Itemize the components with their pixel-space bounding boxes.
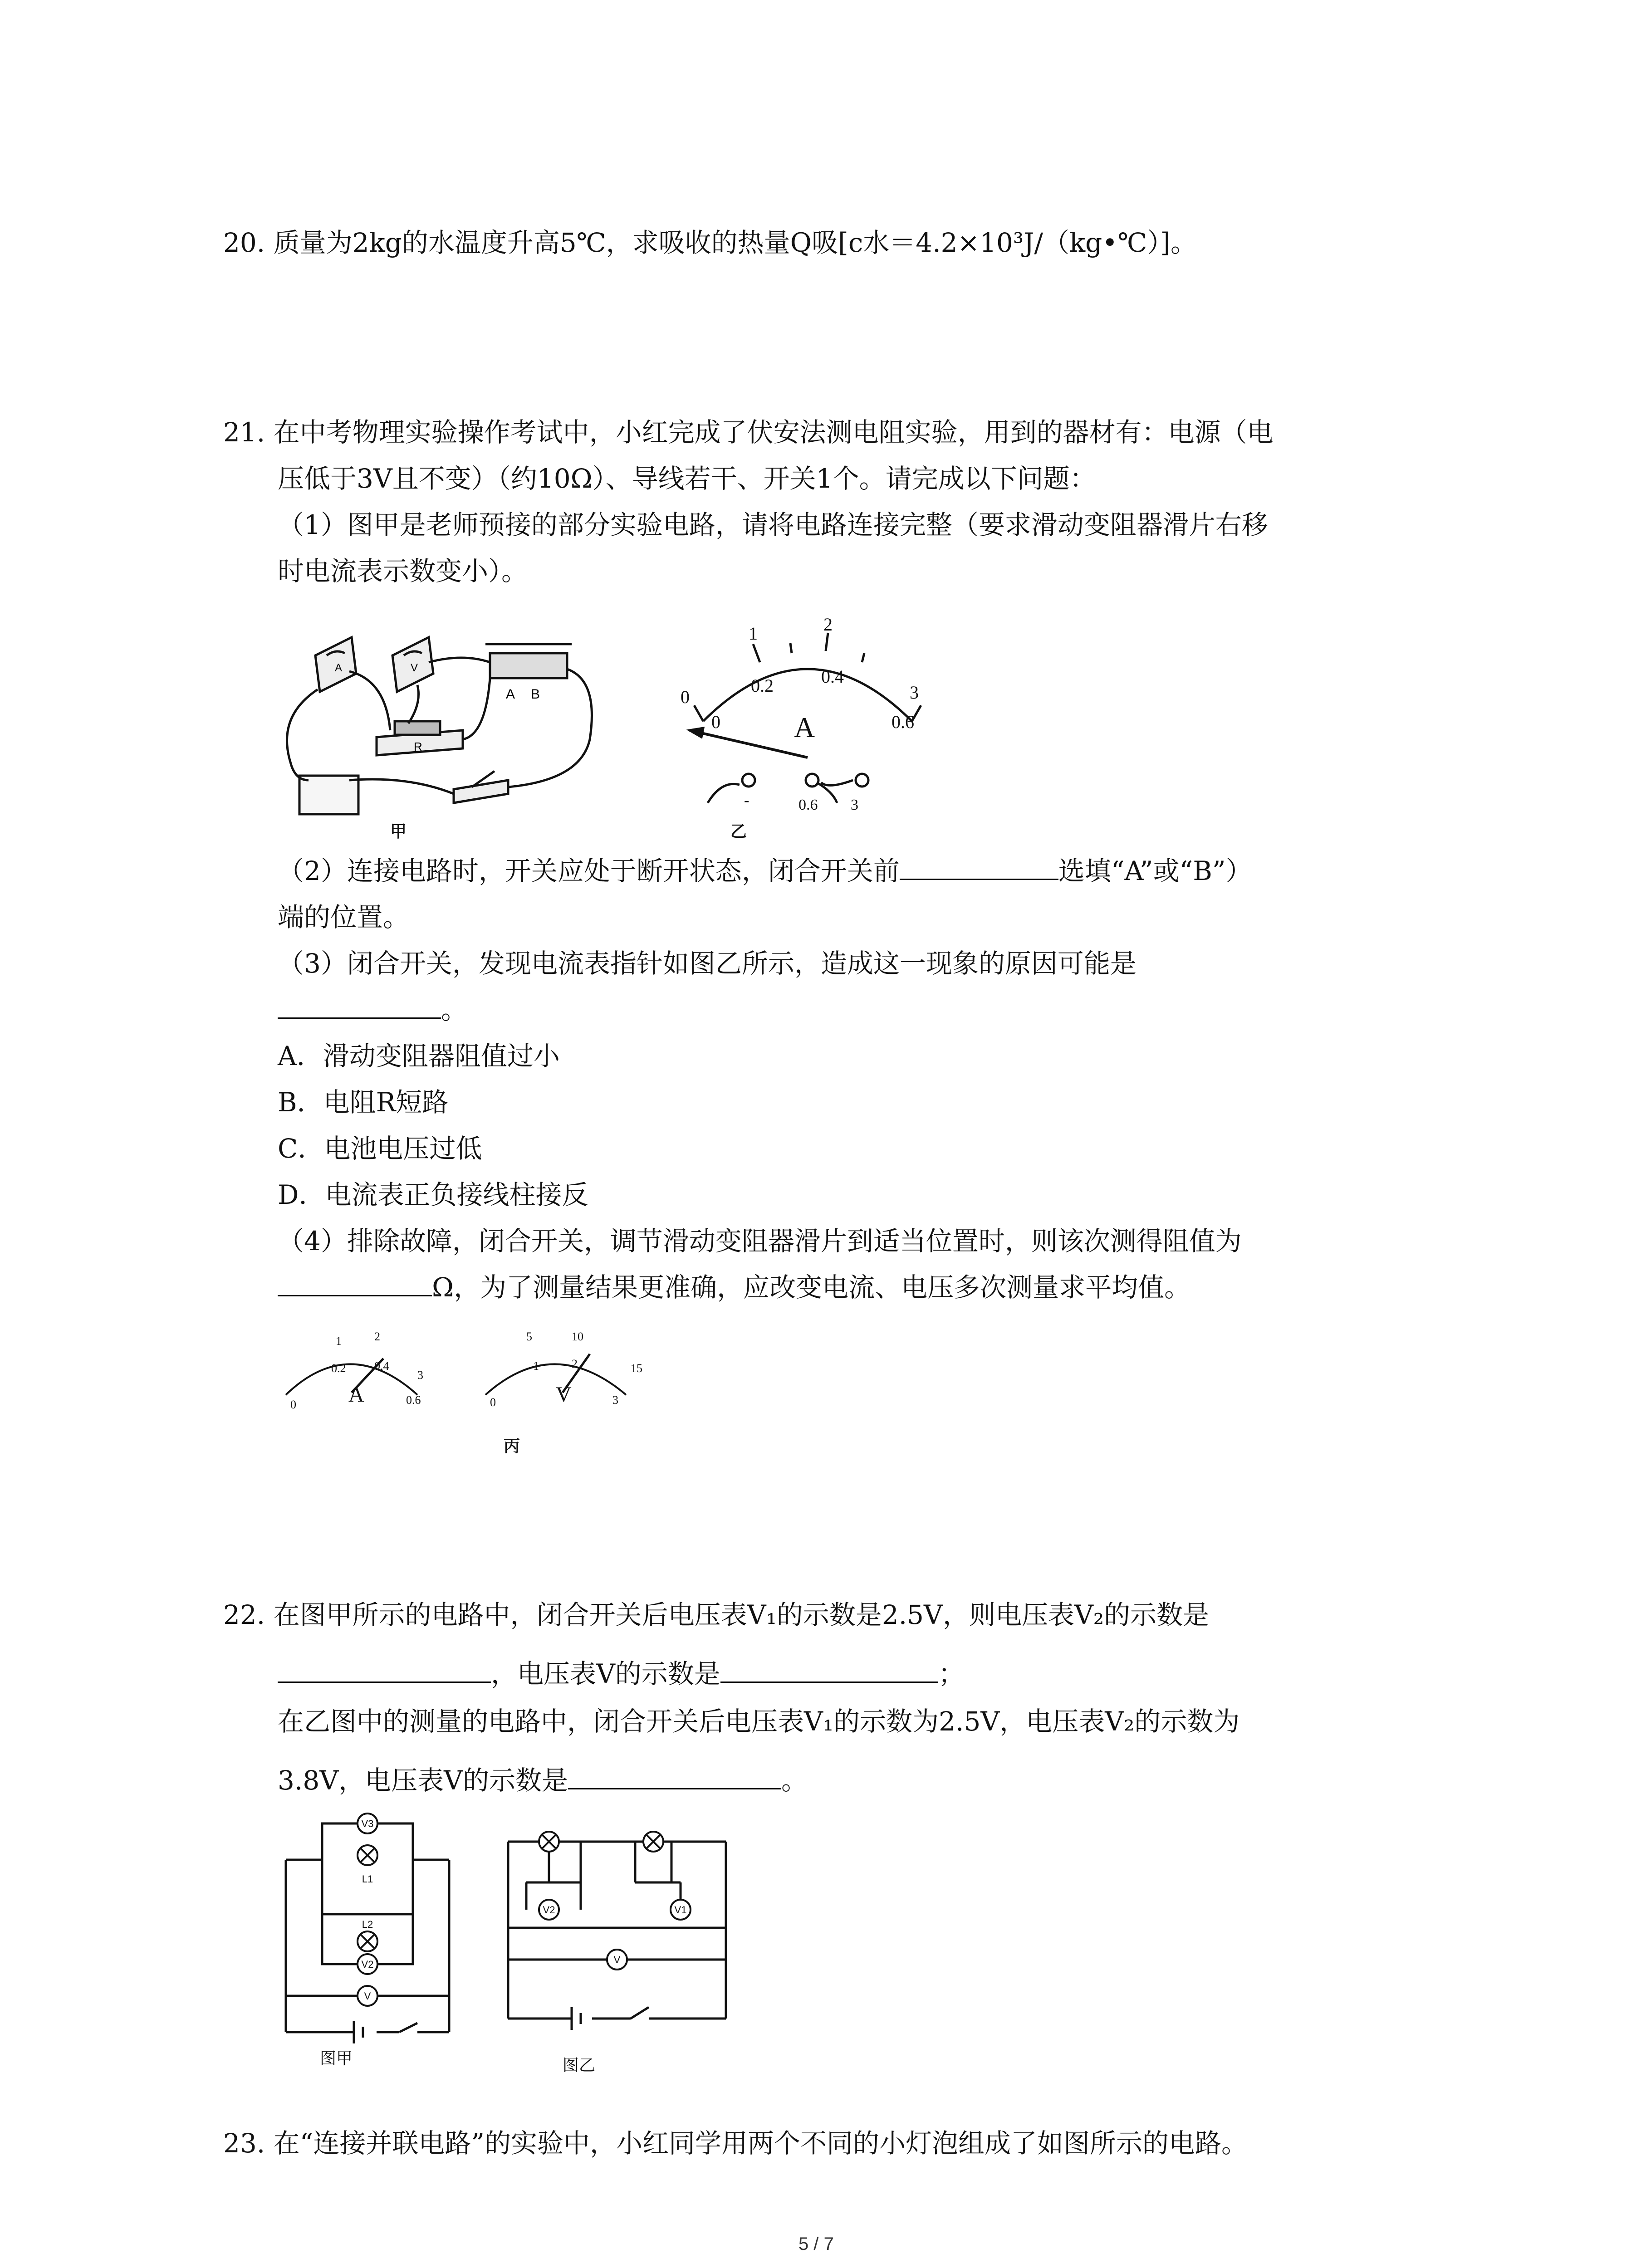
jia-l1: L1 [362, 1873, 373, 1885]
question-21-part2-line2: 端的位置。 [278, 902, 410, 933]
yi-terminal-3: 3 [851, 797, 858, 813]
yi-top-2: 2 [823, 614, 833, 635]
option-c: C．电池电压过低 [278, 1133, 482, 1164]
bing-v-unit: V [556, 1383, 572, 1407]
figure-21-jia-label: 甲 [390, 822, 407, 841]
rheostat-a-mark: A [506, 687, 515, 702]
question-20: 20. 质量为2kg的水温度升高5℃，求吸收的热量Q吸[c水＝4.2×10³J/（kg•℃）]。 [223, 227, 1197, 258]
question-21-part3: （3）闭合开关，发现电流表指针如图乙所示，造成这一现象的原因可能是 [278, 948, 1136, 979]
question-21-part1-line1: （1）图甲是老师预接的部分实验电路，请将电路连接完整（要求滑动变阻器滑片右移 [278, 509, 1268, 540]
yi-bottom-04: 0.4 [821, 666, 844, 687]
bing-a-bot-02: 0.2 [331, 1362, 346, 1375]
resistor-mark: R [414, 740, 422, 753]
jia-v3: V3 [361, 1818, 374, 1829]
question-21-line2: 压低于3V且不变）（约10Ω）、导线若干、开关1个。请完成以下问题： [278, 463, 1096, 494]
yi-v2: V2 [543, 1904, 555, 1916]
bing-v-bot-2: 2 [572, 1357, 578, 1370]
yi-v1: V1 [674, 1904, 687, 1916]
bing-v-top-10: 10 [572, 1330, 583, 1343]
jia-l2: L2 [362, 1919, 373, 1930]
yi-top-3: 3 [910, 682, 919, 703]
jia-v2: V2 [361, 1959, 374, 1970]
figure-21-bing-label: 丙 [504, 1437, 520, 1456]
bing-a-top-1: 1 [336, 1334, 342, 1348]
bing-a-bot-0: 0 [290, 1398, 296, 1411]
yi-top-0: 0 [681, 687, 690, 707]
yi-v: V [613, 1954, 621, 1965]
bing-v-top-5: 5 [526, 1330, 532, 1343]
option-b: B．电阻R短路 [278, 1087, 449, 1118]
question-22-line2: ，电压表V的示数是 ； [278, 1658, 965, 1690]
figure-21-yi [671, 590, 953, 826]
question-21-part4-line1: （4）排除故障，闭合开关，调节滑动变阻器滑片到适当位置时，则该次测得阻值为 [278, 1226, 1242, 1256]
yi-bottom-06: 0.6 [892, 712, 914, 732]
answer-blank-21-2[interactable] [900, 855, 1058, 880]
bing-v-bot-0: 0 [490, 1396, 496, 1409]
yi-top-1: 1 [749, 623, 758, 644]
bing-a-top-2: 2 [374, 1330, 380, 1343]
question-21-part3-answer: 。 [278, 994, 467, 1026]
yi-bottom-02: 0.2 [751, 675, 774, 696]
figure-22-yi [499, 1823, 753, 2041]
bing-a-bot-04: 0.4 [374, 1359, 389, 1373]
answer-blank-22-2[interactable] [720, 1658, 938, 1683]
page-number: 5 / 7 [798, 2234, 834, 2254]
figure-22-jia [272, 1805, 490, 2059]
bing-a-top-3: 3 [417, 1369, 423, 1382]
question-21-part2-line1: （2）连接电路时，开关应处于断开状态，闭合开关前 选填“A”或“B”） [278, 855, 1252, 886]
bing-a-unit: A [348, 1383, 364, 1407]
bing-v-bot-3: 3 [612, 1393, 618, 1407]
figure-22-yi-label: 图乙 [563, 2056, 596, 2075]
option-d: D．电流表正负接线柱接反 [278, 1179, 588, 1210]
question-22-line3: 在乙图中的测量的电路中，闭合开关后电压表V₁的示数为2.5V，电压表V₂的示数为 [278, 1706, 1240, 1737]
yi-terminal-06: 0.6 [798, 797, 818, 813]
yi-terminal-neg: - [744, 792, 749, 809]
yi-unit: A [794, 711, 815, 743]
question-21-part1-line2: 时电流表示数变小）。 [278, 556, 528, 587]
question-21-part4-line2: Ω，为了测量结果更准确，应改变电流、电压多次测量求平均值。 [278, 1271, 1190, 1303]
yi-needle-zero: 0 [711, 712, 720, 732]
question-22-line4: 3.8V，电压表V的示数是 。 [278, 1765, 808, 1796]
answer-blank-22-3[interactable] [568, 1765, 781, 1789]
bing-v-bot-1: 1 [533, 1359, 539, 1373]
answer-blank-21-3[interactable] [278, 994, 441, 1019]
bing-a-bot-06: 0.6 [406, 1393, 421, 1407]
question-22-line1: 22. 在图甲所示的电路中，闭合开关后电压表V₁的示数是2.5V，则电压表V₂的示数是 [223, 1599, 1210, 1630]
figure-21-jia [272, 626, 617, 853]
bing-v-top-15: 15 [631, 1362, 642, 1375]
answer-blank-22-1[interactable] [278, 1658, 491, 1683]
jia-v: V [364, 1990, 371, 2002]
figure-21-yi-label: 乙 [730, 822, 747, 841]
answer-blank-21-4[interactable] [278, 1271, 432, 1296]
question-21-line1: 21. 在中考物理实验操作考试中，小红完成了伏安法测电阻实验，用到的器材有：电源（电 [223, 417, 1274, 448]
rheostat-b-mark: B [531, 687, 540, 702]
voltmeter-mark: V [411, 662, 418, 674]
option-a: A．滑动变阻器阻值过小 [278, 1041, 560, 1071]
figure-22-jia-label: 图甲 [320, 2049, 353, 2068]
question-23: 23. 在“连接并联电路”的实验中，小红同学用两个不同的小灯泡组成了如图所示的电路。 [223, 2128, 1248, 2159]
ammeter-mark: A [335, 662, 343, 674]
figure-21-bing [272, 1315, 681, 1429]
